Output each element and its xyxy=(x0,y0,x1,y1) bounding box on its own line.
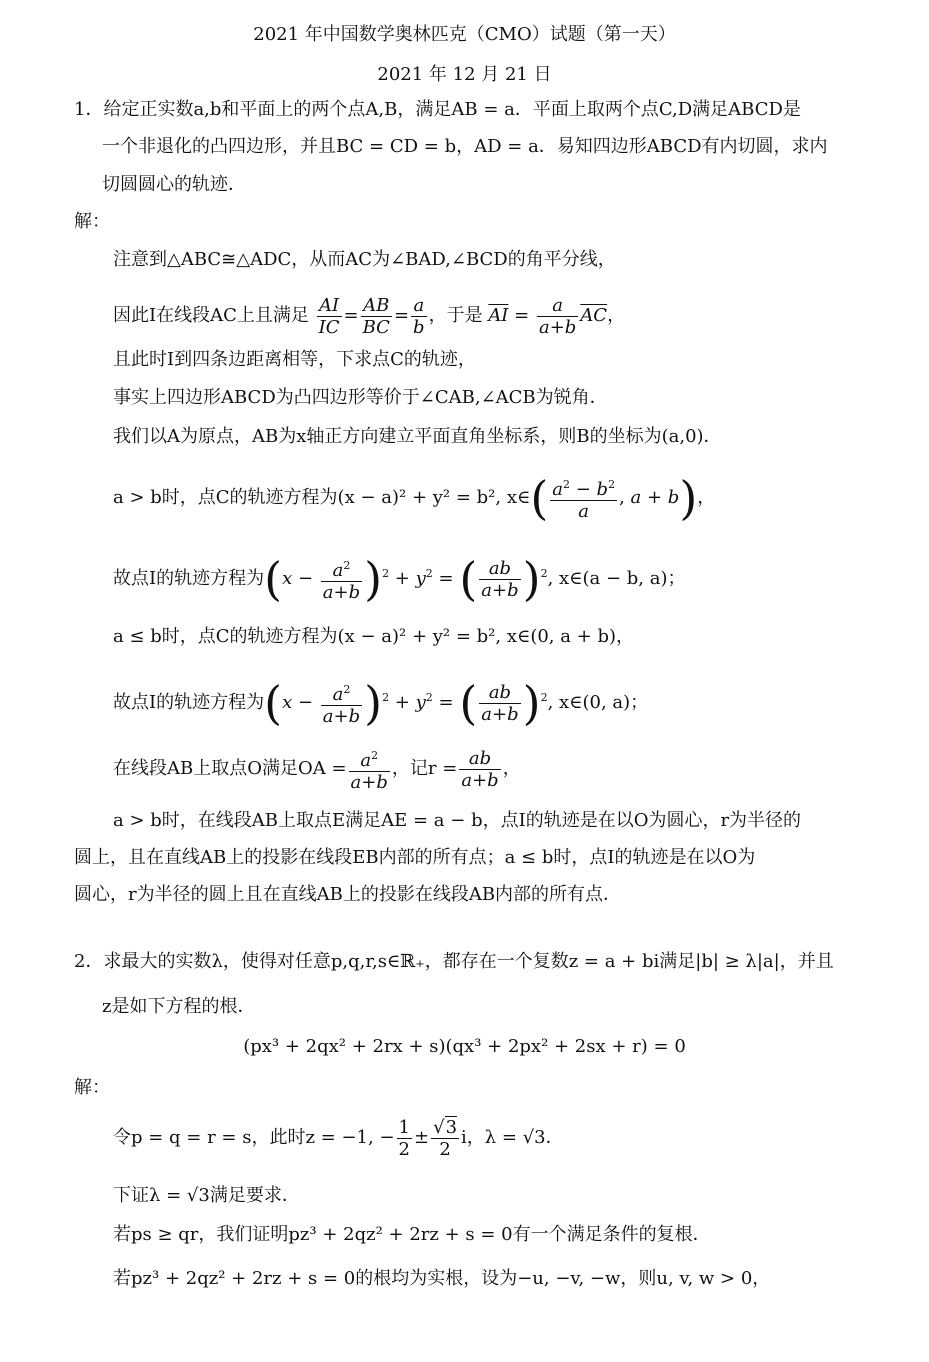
fraction-a-over-a-plus-b: $\frac{a}{a+b}$ xyxy=(538,294,577,338)
solution-2-line-4: 若pz³ + 2qz² + 2rz + s = 0的根均为实根，设为−u, −v, −w，则u, v, w > 0， xyxy=(113,1268,771,1289)
solution-1-line-12: 圆上，且在直线AB上的投影在线段EB内部的所有点；a ≤ b时，点I的轨迹是在以O为 xyxy=(74,847,756,868)
solution-1-line-10: 在线段AB上取点O满足OA = $\frac{a^2}{a+b}$ ，记r = $\frac{ab}{a+b}$ ， xyxy=(113,745,521,793)
solution-2-line-3: 若ps ≥ qr，我们证明pz³ + 2qz² + 2rz + s = 0有一个满足条件的复根． xyxy=(113,1224,711,1245)
solution-1-line-9: 故点I的轨迹方程为(x − $\frac{a^2}{a+b}$ )$^2 + y^2$ = ( $\frac{ab}{a+b}$ )$^2$, x∈(0, a)； xyxy=(113,676,649,730)
fraction-ai-ic: $\frac{AI}{IC}$ xyxy=(318,294,340,338)
problem-1-line-3: 切圆圆心的轨迹． xyxy=(102,174,246,195)
solution-2-line-2: 下证λ = √3满足要求． xyxy=(113,1185,300,1206)
solution-label: 解： xyxy=(74,211,110,232)
problem-2-equation: (px³ + 2qx² + 2rx + s)(qx³ + 2px² + 2sx + r) = 0 xyxy=(243,1036,686,1057)
solution-1-line-5: 我们以A为原点，AB为x轴正方向建立平面直角坐标系，则B的坐标为(a,0)． xyxy=(113,426,722,447)
solution-1-line-4: 事实上四边形ABCD为凸四边形等价于∠CAB,∠ACB为锐角． xyxy=(113,387,608,408)
problem-2-line-1: 2．求最大的实数λ，使得对任意p,q,r,s∈ℝ₊，都存在一个复数z = a + bi满足|b| ≥ λ|a|，并且 xyxy=(74,951,834,972)
fraction-a-b: $\frac{a}{b}$ xyxy=(413,294,425,338)
solution-1-line-7: 故点I的轨迹方程为(x − $\frac{a^2}{a+b}$ )$^2 + y^2$ = ( $\frac{ab}{a+b}$ )$^2$, x∈(a − b, a)； xyxy=(113,552,686,606)
page-title: 2021 年中国数学奥林匹克（CMO）试题（第一天） xyxy=(253,24,676,45)
solution-1-line-11: a > b时，在线段AB上取点E满足AE = a − b，点I的轨迹是在以O为圆心，r为半径的 xyxy=(113,810,802,831)
solution-2-line-1: 令p = q = r = s，此时z = −1, − $\frac{1}{2}$ ± $\frac{√3}{2}$ i，λ = √3． xyxy=(113,1116,564,1160)
solution-1-line-3: 且此时I到四条边距离相等，下求点C的轨迹， xyxy=(113,349,476,370)
solution-1-line-6: a > b时，点C的轨迹方程为(x − a)² + y² = b², x∈( $\frac{a^2 - b^2}{a}$ , a + b)， xyxy=(113,471,716,525)
problem-1-line-1: 1．给定正实数a,b和平面上的两个点A,B，满足AB = a．平面上取两个点C,D满足ABCD是 xyxy=(74,99,801,120)
solution-1-line-2: 因此I在线段AC上且满足 $\frac{AI}{IC}$ = $\frac{AB}{BC}$ = $\frac{a}{b}$ ，于是 $\overline{AI}$ = $\frac{a}{a+b}$ $\overline{AC}$， xyxy=(113,294,626,338)
exam-date: 2021 年 12 月 21 日 xyxy=(377,64,552,85)
solution-1-line-8: a ≤ b时，点C的轨迹方程为(x − a)² + y² = b², x∈(0, a + b)， xyxy=(113,626,635,647)
problem-number: 1． xyxy=(74,99,104,120)
problem-1-line-2: 一个非退化的凸四边形，并且BC = CD = b，AD = a．易知四边形ABCD有内切圆，求内 xyxy=(102,136,828,157)
solution-1-line-13: 圆心，r为半径的圆上且在直线AB上的投影在线段AB内部的所有点． xyxy=(74,884,622,905)
solution-label-2: 解： xyxy=(74,1077,110,1098)
problem-2-line-2: z是如下方程的根． xyxy=(102,996,256,1017)
solution-1-line-1: 注意到△ABC≅△ADC，从而AC为∠BAD,∠BCD的角平分线， xyxy=(113,249,616,270)
fraction-a2-minus-b2: $\frac{a^2 - b^2}{a}$ xyxy=(550,474,617,522)
fraction-ab-bc: $\frac{AB}{BC}$ xyxy=(362,294,390,338)
problem-number: 2． xyxy=(74,951,104,972)
